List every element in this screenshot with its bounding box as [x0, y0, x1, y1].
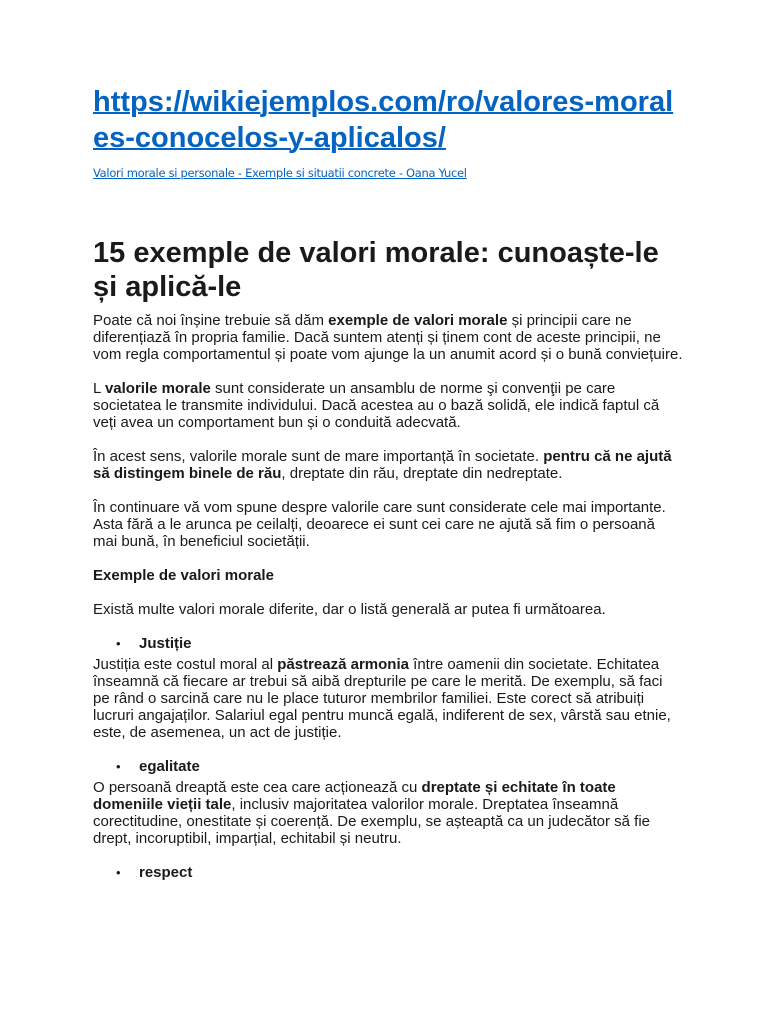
article-title: 15 exemple de valori morale: cunoaște-le și aplică-le — [93, 237, 659, 303]
section-heading: Exemple de valori morale — [93, 567, 274, 584]
related-article-link[interactable]: Valori morale si personale - Exemple si situatii concrete - Oana Yucel — [93, 166, 467, 180]
values-list-3 — [93, 864, 683, 885]
continuation-paragraph: În continuare vă vom spune despre valorile care sunt considerate cele mai importante. Asta fără a le arunca pe ceilalți, deoarece ei sunt cei care ne ajută să fim o persoană mai bună, în beneficiul societății. — [93, 499, 666, 550]
document-page — [93, 84, 683, 885]
definition-paragraph: L valorile morale sunt considerate un ansamblu de norme şi convenţii pe care societatea le transmite individului. Dacă acestea au o bază solidă, ele indică faptul că veți avea un comportament bun și o conduită adecvată. — [93, 380, 660, 431]
list-item-respect: • respect — [116, 864, 193, 881]
list-item-justitie: • Justiție — [116, 635, 192, 652]
values-list-2 — [93, 758, 683, 779]
list-item-egalitate: • egalitate — [116, 758, 200, 775]
bullet-icon: • — [116, 759, 121, 774]
intro-paragraph: Poate că noi înșine trebuie să dăm exemple de valori morale și principii care ne diferențiază în propria familie. Dacă suntem atenți și ținem cont de aceste principii, ne vom regla comportamentul și poate vom ajunge la un anumit acord și o bună conviețuire. — [93, 312, 683, 363]
bullet-icon: • — [116, 636, 121, 651]
source-url-link[interactable]: https://wikiejemplos.com/ro/valores-morales-conocelos-y-aplicalos/ — [93, 86, 674, 154]
bullet-icon: • — [116, 865, 121, 880]
values-list-1 — [93, 635, 683, 656]
importance-paragraph: În acest sens, valorile morale sunt de mare importanță în societate. pentru că ne ajută să distingem binele de rău, dreptate din rău, dreptate din nedreptate. — [93, 448, 672, 482]
justitie-paragraph: Justiția este costul moral al păstrează armonia între oamenii din societate. Echitatea înseamnă că fiecare ar trebui să aibă drepturile pe care le merită. De exemplu, să faci pe rând o sarcină care nu le place tuturor membrilor familiei. Este corect să atribuiți lucruri angajaților. Salariul egal pentru muncă egală, indiferent de sex, vârstă sau etnie, este, de asemenea, un act de justiție. — [93, 656, 671, 741]
list-intro-paragraph: Există multe valori morale diferite, dar o listă generală ar putea fi următoarea. — [93, 601, 606, 618]
egalitate-paragraph: O persoană dreaptă este cea care acționează cu dreptate și echitate în toate domeniile vieții tale, inclusiv majoritatea valorilor morale. Dreptatea înseamnă corectitudine, onestitate și coerență. De exemplu, se așteaptă ca un judecător să fie drept, incoruptibil, imparțial, echitabil și neutru. — [93, 779, 650, 847]
